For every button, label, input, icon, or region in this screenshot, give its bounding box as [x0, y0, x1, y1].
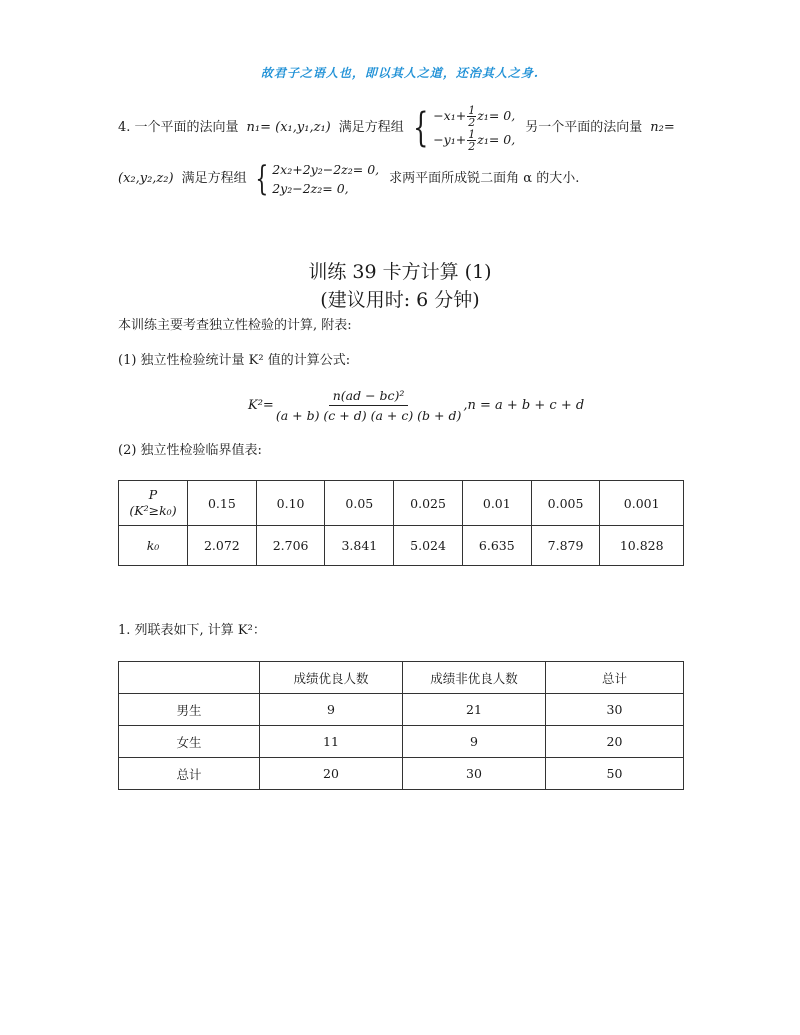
k-value-cell: 6.635 — [462, 526, 531, 566]
row-label-cell: 女生 — [119, 726, 260, 758]
brace-symbol: { — [412, 105, 429, 151]
p-value-cell: 0.10 — [256, 481, 325, 526]
system1-eq1: −x₁+ $\frac{1}{2}$ z₁= 0, — [433, 104, 516, 129]
table-row — [119, 526, 684, 566]
data-cell: 50 — [546, 758, 684, 790]
data-cell: 30 — [546, 694, 684, 726]
k-value-cell: 5.024 — [394, 526, 463, 566]
critical-value-table — [118, 480, 684, 566]
p-header-cell: P (K²≥k₀) — [119, 481, 188, 526]
problem-4-part2: 另一个平面的法向量 — [525, 120, 643, 135]
table-row — [119, 481, 684, 526]
contingency-table — [118, 661, 684, 790]
brace-symbol-2: { — [254, 159, 268, 199]
system2-eq1: 2x₂+2y₂−2z₂= 0, — [272, 162, 380, 177]
p-value-cell: 0.15 — [188, 481, 257, 526]
table-row — [119, 726, 684, 758]
formula-lhs: K²= — [248, 398, 274, 413]
section-subtitle: (建议用时: 6 分钟) — [320, 289, 480, 311]
formula-numerator: n(ad − bc)² — [329, 388, 409, 406]
data-cell: 9 — [260, 694, 403, 726]
k-value-cell: 2.072 — [188, 526, 257, 566]
equation-system-2 — [251, 160, 380, 198]
data-cell: 30 — [403, 758, 546, 790]
exercise-1-text: 1. 列联表如下, 计算 K²： — [118, 623, 266, 638]
problem-4-question: 求两平面所成锐二面角 α 的大小. — [389, 171, 580, 186]
row-label-cell: 男生 — [119, 694, 260, 726]
k-value-cell: 10.828 — [600, 526, 684, 566]
satisfies-label-2: 满足方程组 — [181, 171, 247, 186]
p-value-cell: 0.025 — [394, 481, 463, 526]
data-cell: 20 — [260, 758, 403, 790]
k-value-cell: 2.706 — [256, 526, 325, 566]
row-label-cell: 总计 — [119, 758, 260, 790]
intro-text: 本训练主要考查独立性检验的计算, 附表: — [118, 318, 352, 333]
problem-4-intro: 4. 一个平面的法向量 — [118, 120, 239, 135]
k-value-cell: 7.879 — [531, 526, 600, 566]
n1-expression: n₁= (x₁,y₁,z₁) — [246, 120, 331, 135]
header-cell: 总计 — [546, 662, 684, 694]
equation-system-1 — [408, 104, 515, 152]
chi-square-formula — [248, 388, 584, 423]
item-2-text: (2) 独立性检验临界值表: — [118, 443, 262, 458]
header-cell — [119, 662, 260, 694]
formula-tail: ,n = a + b + c + d — [463, 398, 585, 413]
formula-fraction — [276, 388, 462, 423]
satisfies-label: 满足方程组 — [338, 120, 404, 135]
header-cell: 成绩非优良人数 — [403, 662, 546, 694]
section-title: 训练 39 卡方计算 (1) — [308, 261, 492, 283]
p-value-cell: 0.001 — [600, 481, 684, 526]
k-value-cell: 3.841 — [325, 526, 394, 566]
data-cell: 21 — [403, 694, 546, 726]
system1-eq2: −y₁+ $\frac{1}{2}$ z₁= 0, — [433, 128, 516, 153]
formula-denominator: (a + b) (c + d) (a + c) (b + d) — [275, 408, 462, 423]
table-row — [119, 758, 684, 790]
data-cell: 20 — [546, 726, 684, 758]
p-value-cell: 0.01 — [462, 481, 531, 526]
table-header-row — [119, 662, 684, 694]
header-motto: 故君子之语人也，即以其人之道，还治其人之身. — [260, 66, 540, 80]
item-1-text: (1) 独立性检验统计量 K² 值的计算公式: — [118, 353, 351, 368]
n2-expression: n₂= — [650, 120, 675, 135]
data-cell: 9 — [403, 726, 546, 758]
p-value-cell: 0.05 — [325, 481, 394, 526]
system2-eq2: 2y₂−2z₂= 0, — [272, 181, 349, 196]
p-value-cell: 0.005 — [531, 481, 600, 526]
data-cell: 11 — [260, 726, 403, 758]
table-row — [119, 694, 684, 726]
k0-header-cell: k₀ — [119, 526, 188, 566]
header-cell: 成绩优良人数 — [260, 662, 403, 694]
n2-vector: (x₂,y₂,z₂) — [118, 171, 174, 186]
